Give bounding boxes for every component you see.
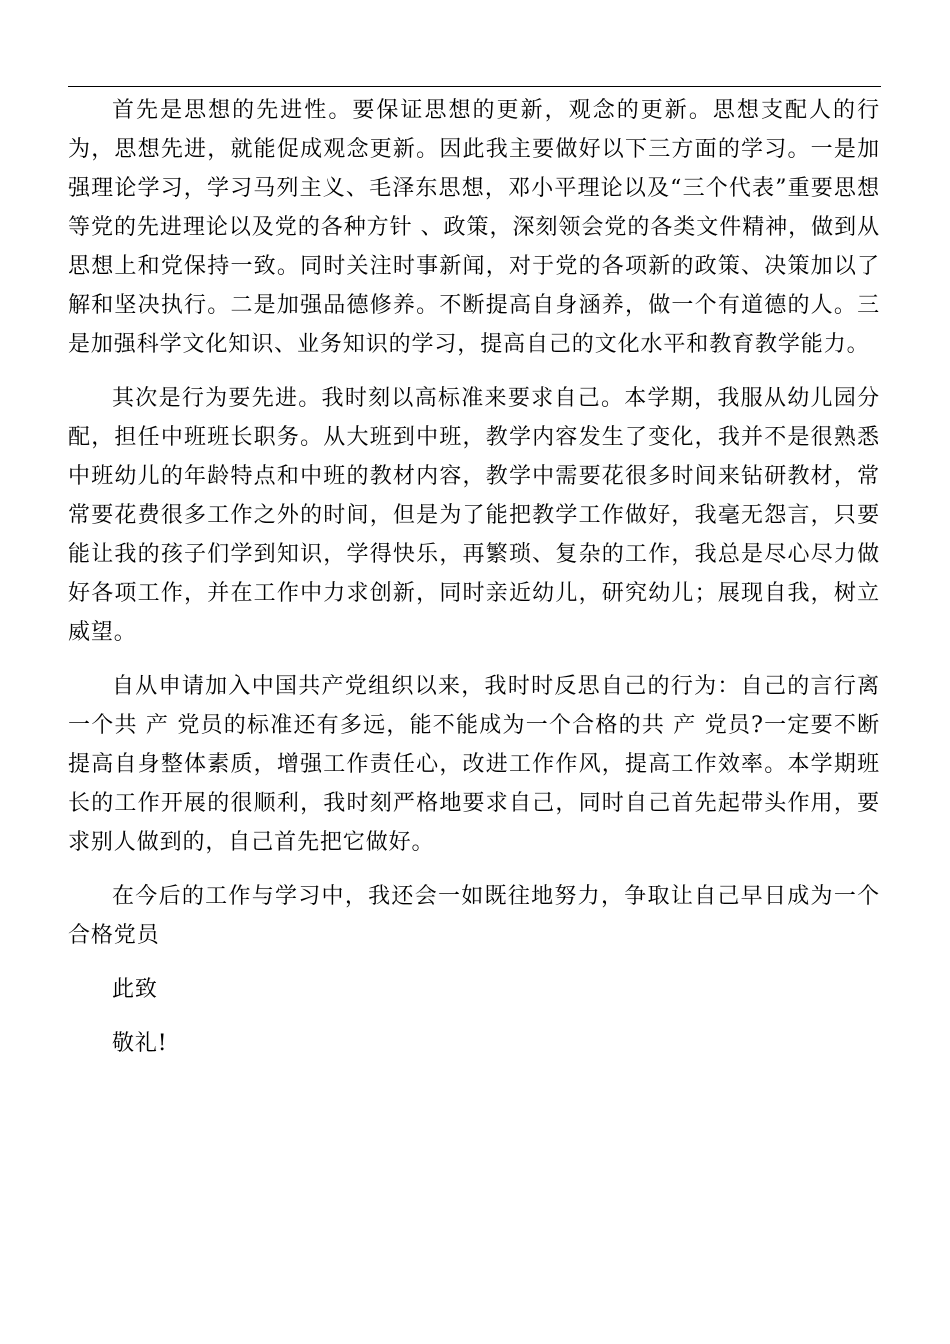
paragraph-3: 自从申请加入中国共产党组织以来，我时时反思自己的行为：自己的言行离一个共 产 党员的标准还有多远，能不能成为一个合格的共 产 党员?一定要不断提高自身整体素质，增强工作责任心，改进工作作风，提高工作效率。本学期班长的工作开展的很顺利，我时刻严格地要求自己，同时自己首先起带头作用，要求别人做到的，自己首先把它做好。 [68,674,880,855]
closing-salutation: 此致 [112,977,158,1002]
paragraph-1: 首先是思想的先进性。要保证思想的更新，观念的更新。思想支配人的行为，思想先进，就能促成观念更新。因此我主要做好以下三方面的学习。一是加强理论学习，学习马列主义、毛泽东思想，邓小平理论以及“三个代表”重要思想等党的先进理论以及党的各种方针 、政策，深刻领会党的各类文件精神，做到从思想上和党保持一致。同时关注时事新闻，对于党的各项新的政策、决策加以了解和坚决执行。二是加强品德修养。不断提高自身涵养，做一个有道德的人。三是加强科学文化知识、业务知识的学习，提高自己的文化水平和教育教学能力。 [68,98,880,357]
closing-regards: 敬礼! [112,1031,168,1056]
paragraph-4: 在今后的工作与学习中，我还会一如既往地努力，争取让自己早日成为一个合格党员 [68,884,880,948]
paragraph-2: 其次是行为要先进。我时刻以高标准来要求自己。本学期，我服从幼儿园分配，担任中班班长职务。从大班到中班，教学内容发生了变化，我并不是很熟悉中班幼儿的年龄特点和中班的教材内容，教学中需要花很多时间来钻研教材，常常要花费很多工作之外的时间，但是为了能把教学工作做好，我毫无怨言，只要能让我的孩子们学到知识，学得快乐，再繁琐、复杂的工作，我总是尽心尽力做好各项工作，并在工作中力求创新，同时亲近幼儿，研究幼儿；展现自我，树立威望。 [68,386,880,645]
header-rule [68,86,881,87]
document-body [68,91,880,1063]
